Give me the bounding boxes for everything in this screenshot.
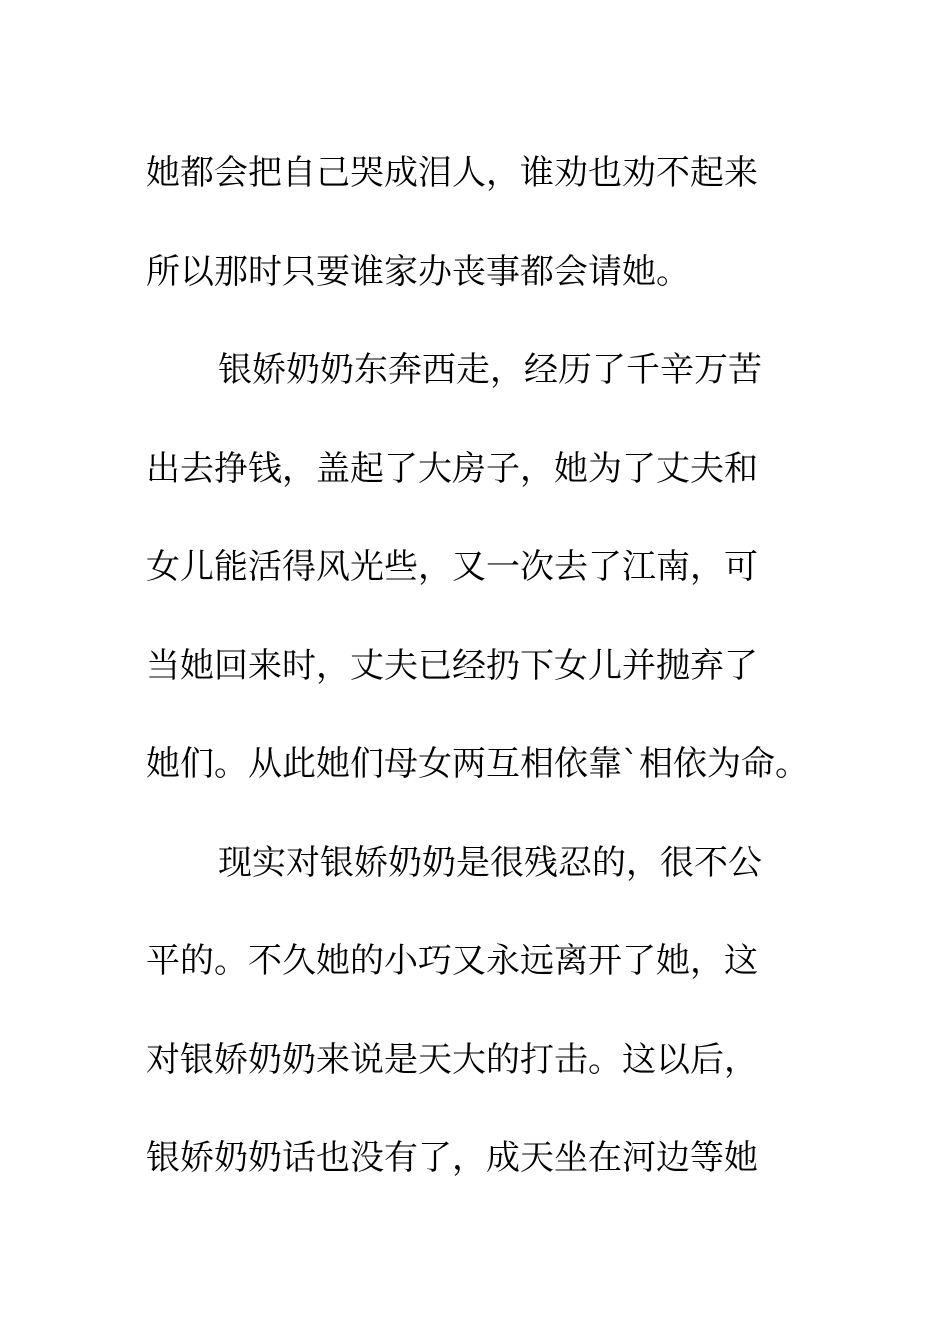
text-line-6: 当她回来时，丈夫已经扔下女儿并抛弃了 xyxy=(146,645,758,686)
text-line-2: 所以那时只要谁家办丧事都会请她。 xyxy=(146,251,690,292)
text-line-1: 她都会把自己哭成泪人，谁劝也劝不起来 xyxy=(146,153,758,193)
text-line-10: 对银娇奶奶来说是天大的打击。这以后， xyxy=(146,1039,758,1080)
text-line-5: 女儿能活得风光些，又一次去了江南，可 xyxy=(146,547,758,587)
text-line-7: 她们。从此她们母女两互相依靠`相依为命。 xyxy=(146,744,809,784)
text-line-3: 银娇奶奶东奔西走，经历了千辛万苦 xyxy=(218,350,762,390)
text-line-8: 现实对银娇奶奶是很残忍的，很不公 xyxy=(218,842,762,883)
text-line-4: 出去挣钱，盖起了大房子，她为了丈夫和 xyxy=(146,448,758,489)
text-line-9: 平的。不久她的小巧又永远离开了她，这 xyxy=(146,941,758,981)
text-line-11: 银娇奶奶话也没有了，成天坐在河边等她 xyxy=(146,1138,758,1178)
body-text xyxy=(146,124,816,1208)
